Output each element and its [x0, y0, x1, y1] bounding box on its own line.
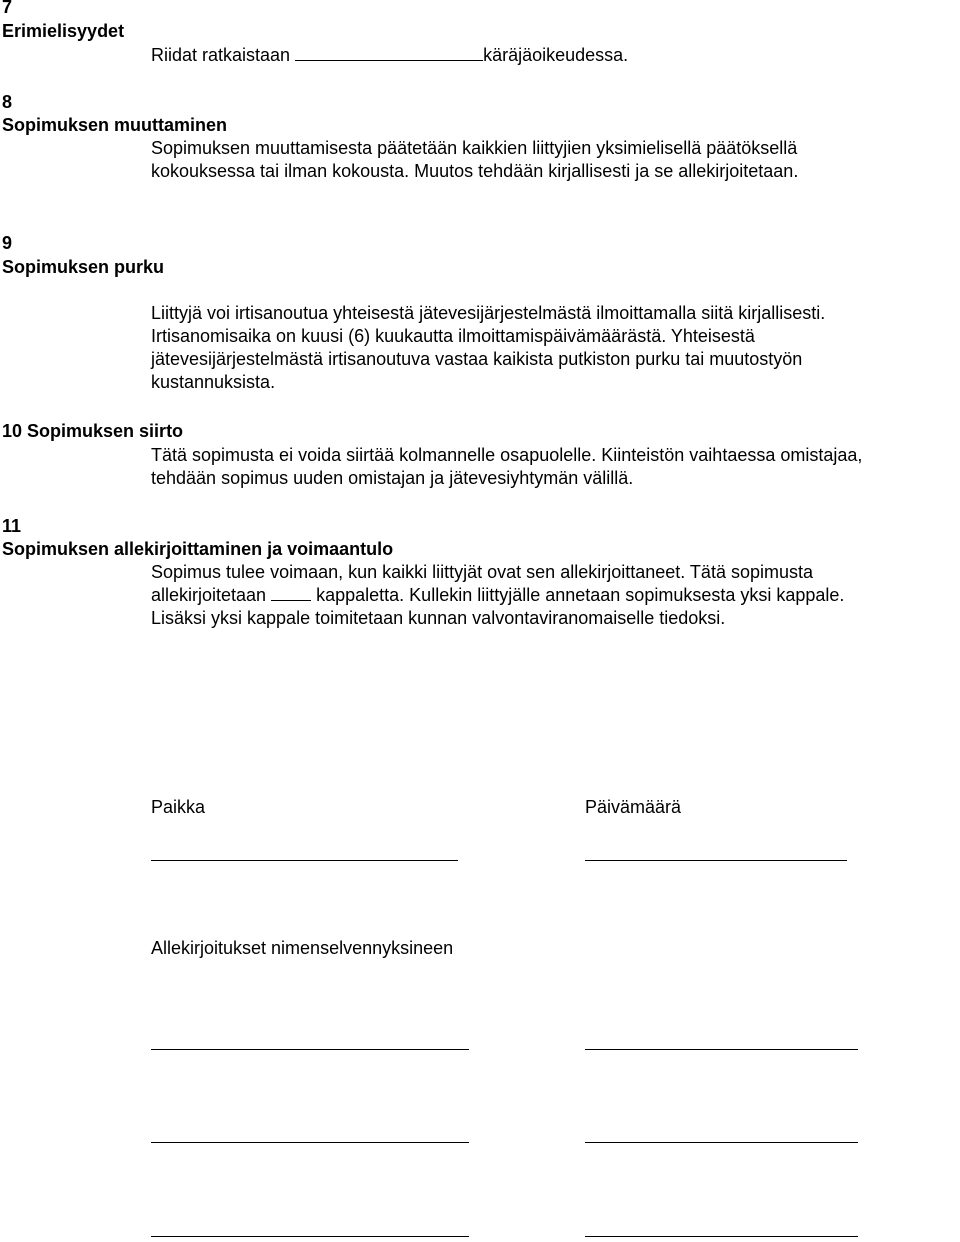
- section-8-line-2: kokouksessa tai ilman kokousta. Muutos tehdään kirjallisesti ja se allekirjoitetaan.: [151, 161, 799, 181]
- section-11-number: 11: [2, 516, 22, 536]
- section-9-line-2: Irtisanomisaika on kuusi (6) kuukautta ilmoittamispäivämäärästä. Yhteisestä: [151, 326, 755, 346]
- section-10-line-2: tehdään sopimus uuden omistajan ja jätevesiyhtymän välillä.: [151, 468, 634, 488]
- section-11-line-2-after: kappaletta. Kullekin liittyjälle annetaan sopimuksesta yksi kappale.: [316, 585, 845, 605]
- date-line[interactable]: [585, 860, 847, 861]
- section-7-title: Erimielisyydet: [2, 21, 125, 41]
- section-7-text: [151, 44, 628, 66]
- section-9-title: Sopimuksen purku: [2, 257, 165, 277]
- place-label: Paikka: [151, 797, 206, 817]
- section-7-number: 7: [2, 0, 13, 17]
- section-11-title: Sopimuksen allekirjoittaminen ja voimaantulo: [2, 539, 394, 559]
- signatures-label: Allekirjoitukset nimenselvennyksineen: [151, 938, 454, 958]
- section-11-line-2: [151, 584, 844, 606]
- section-8-line-1: Sopimuksen muuttamisesta päätetään kaikkien liittyjien yksimielisellä päätöksellä: [151, 138, 798, 158]
- section-9-line-4: kustannuksista.: [151, 372, 276, 392]
- section-7-text-after: käräjäoikeudessa.: [483, 45, 629, 65]
- signature-line[interactable]: [585, 1236, 858, 1237]
- date-label: Päivämäärä: [585, 797, 682, 817]
- section-9-number: 9: [2, 233, 13, 253]
- signature-line[interactable]: [585, 1142, 858, 1143]
- section-10-line-1: Tätä sopimusta ei voida siirtää kolmannelle osapuolelle. Kiinteistön vaihtaessa omistajaa,: [151, 445, 863, 465]
- section-9-line-1: Liittyjä voi irtisanoutua yhteisestä jätevesijärjestelmästä ilmoittamalla siitä kirjallisesti.: [151, 303, 826, 323]
- section-9-line-3: jätevesijärjestelmästä irtisanoutuva vastaa kaikista putkiston purku tai muutostyön: [151, 349, 803, 369]
- section-11-line-3: Lisäksi yksi kappale toimitetaan kunnan valvontaviranomaiselle tiedoksi.: [151, 608, 726, 628]
- copies-blank-field[interactable]: [271, 584, 311, 601]
- section-10-heading: 10 Sopimuksen siirto: [2, 421, 184, 441]
- signature-line[interactable]: [585, 1049, 858, 1050]
- section-11-line-1: Sopimus tulee voimaan, kun kaikki liittyjät ovat sen allekirjoittaneet. Tätä sopimusta: [151, 562, 813, 582]
- section-8-number: 8: [2, 92, 13, 112]
- section-8-title: Sopimuksen muuttaminen: [2, 115, 228, 135]
- court-blank-field[interactable]: [295, 44, 483, 61]
- signature-line[interactable]: [151, 1142, 469, 1143]
- section-7-text-before: Riidat ratkaistaan: [151, 45, 291, 65]
- signature-line[interactable]: [151, 1236, 469, 1237]
- signature-line[interactable]: [151, 1049, 469, 1050]
- place-line[interactable]: [151, 860, 458, 861]
- section-11-line-2-before: allekirjoitetaan: [151, 585, 267, 605]
